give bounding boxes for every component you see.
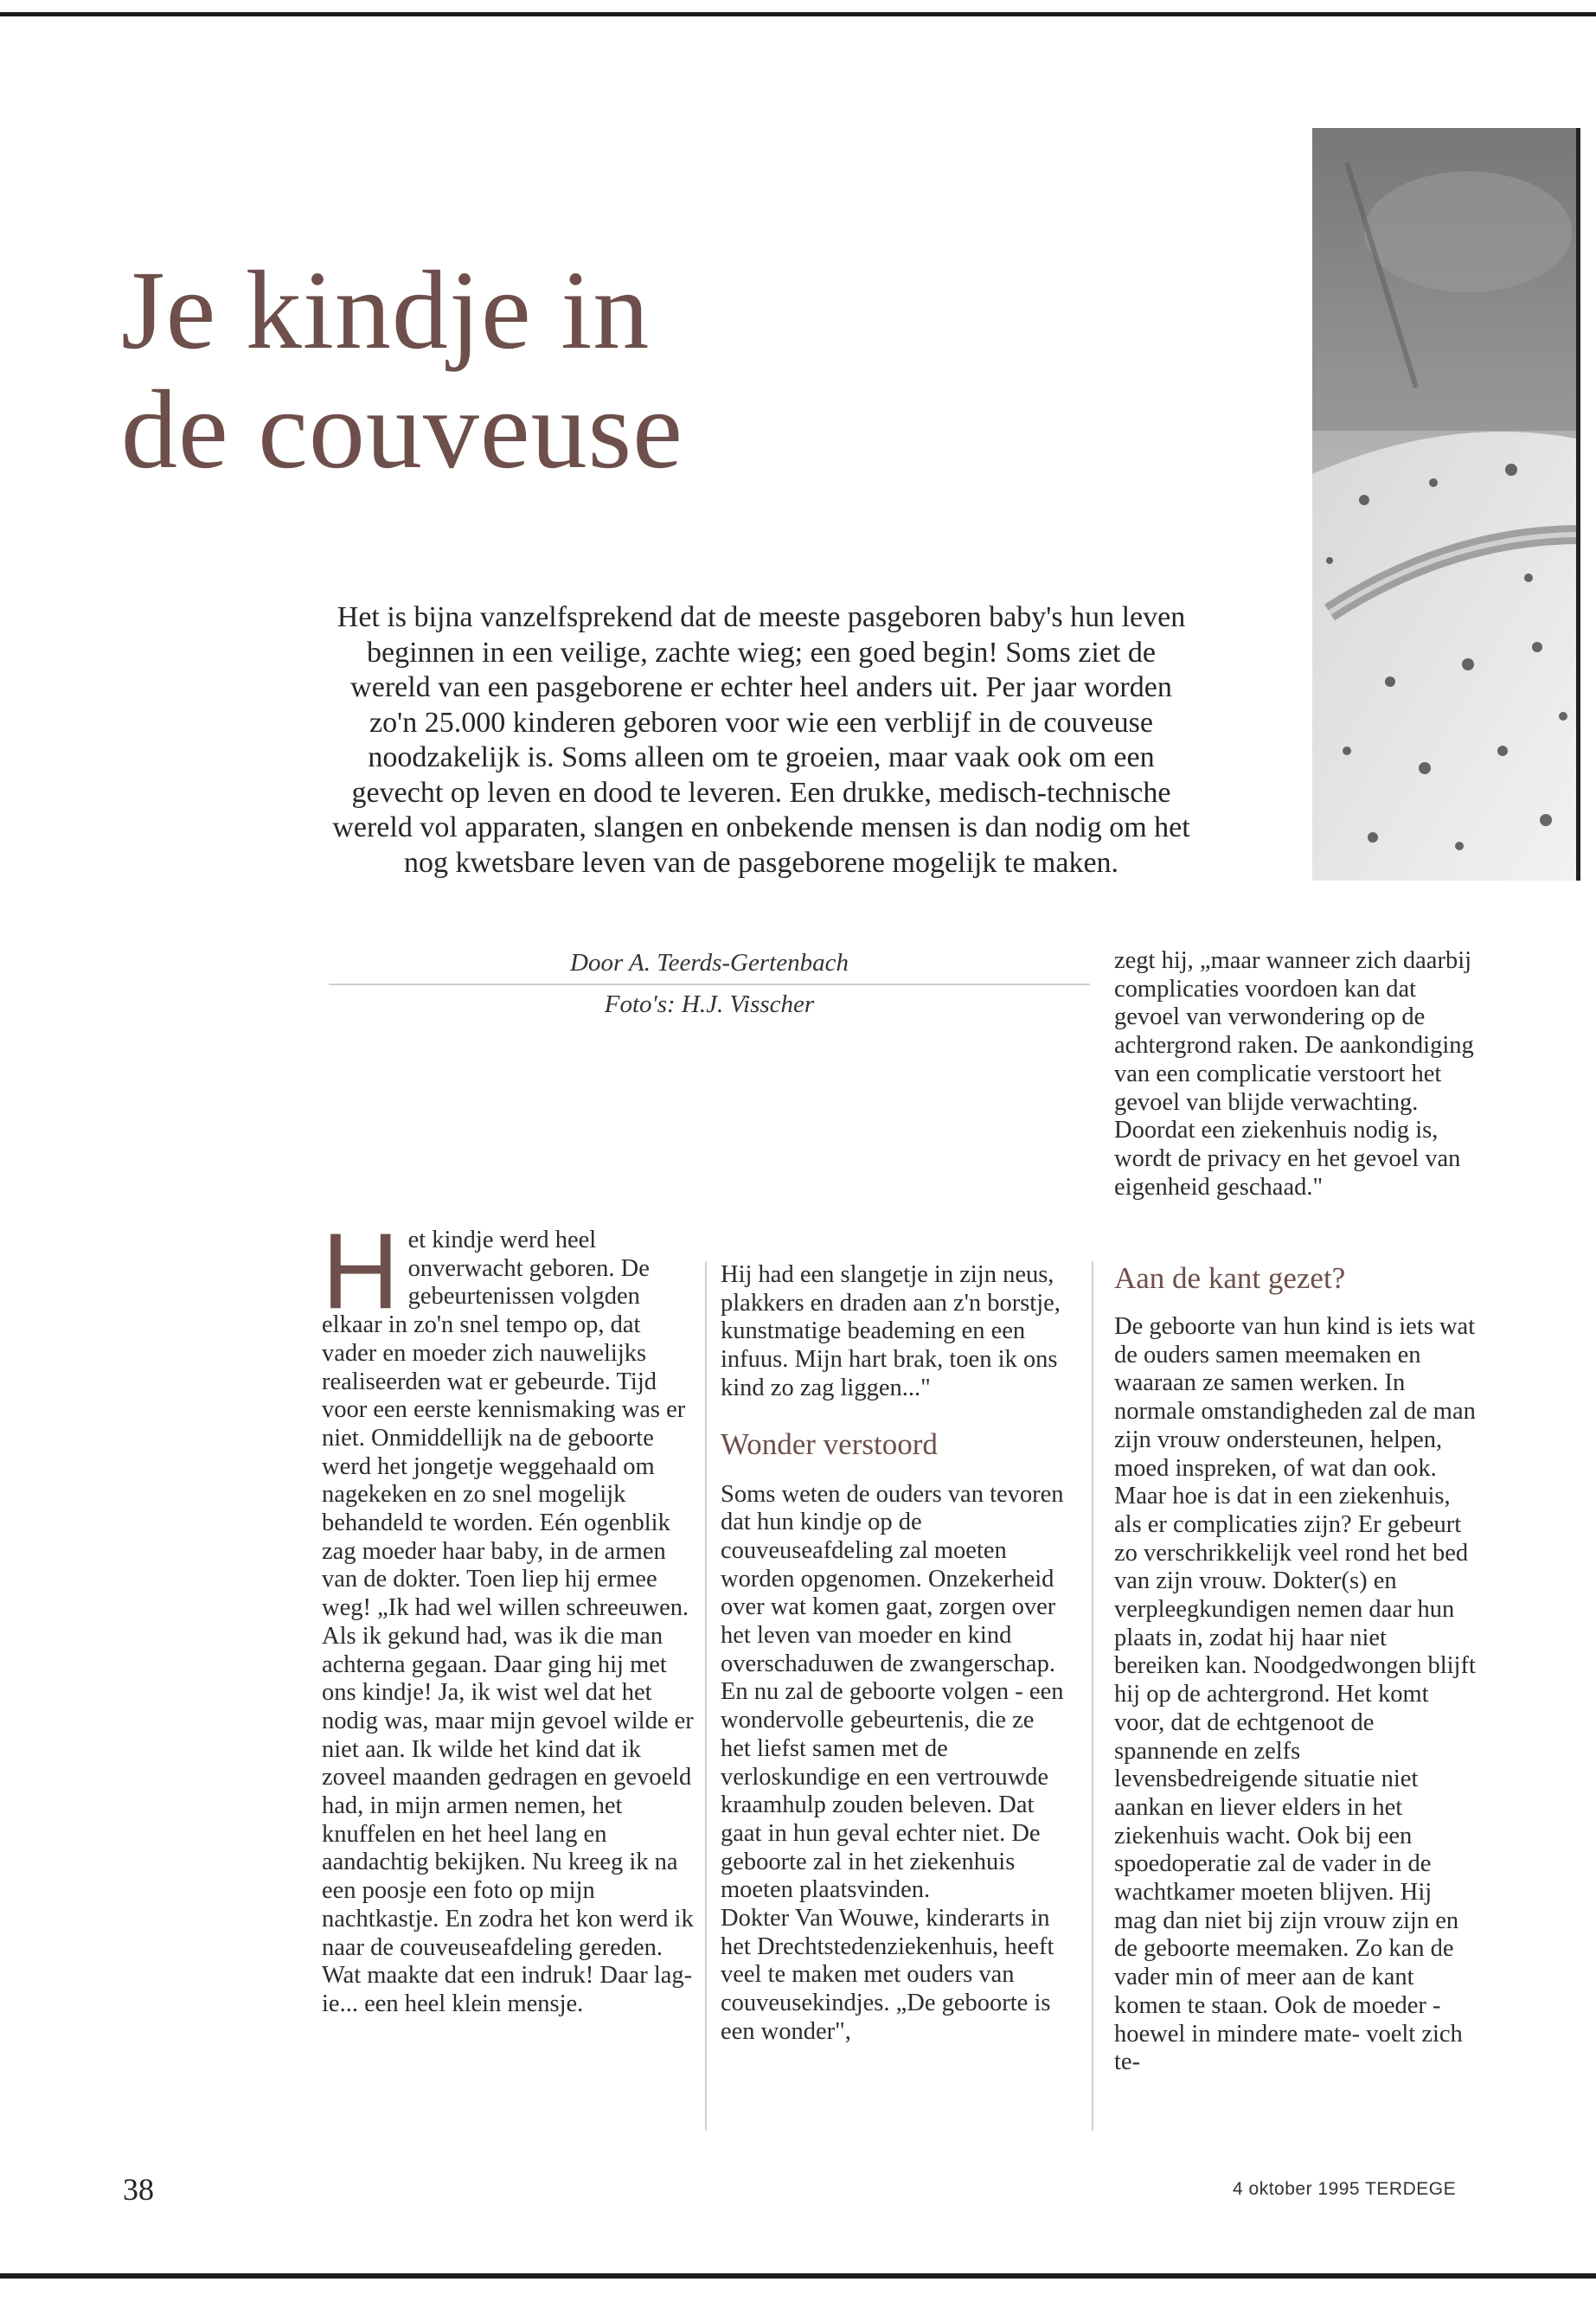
title-line-2: de couveuse <box>121 368 683 492</box>
page-title <box>121 248 683 492</box>
title-line-1: Je kindje in <box>121 248 651 373</box>
article-column-2 <box>721 1261 1067 2047</box>
column-2-paragraph-2: Soms weten de ouders van tevoren dat hun kindje op de couveuseafdeling zal moeten worden opgenomen. Onzekerheid over wat komen gaat, zorgen over het leven van moeder en kind overschaduwen de zwangerschap. <box>721 1480 1064 1677</box>
article-column-3 <box>1114 1261 1477 2077</box>
column-divider-2 <box>1092 1261 1093 2131</box>
author-credit: Door A. Teerds-Gertenbach <box>570 949 849 977</box>
column-2-paragraph-1: Hij had een slangetje in zijn neus, plakkers en draden aan z'n borstje, kunstmatige beademing en een infuus. Mijn hart brak, toen ik ons kind zo zag liggen..." <box>721 1261 1061 1401</box>
column-right-top <box>1114 947 1477 1202</box>
photo-credit: Foto's: H.J. Visscher <box>604 990 815 1018</box>
article-column-1 <box>322 1212 694 2019</box>
issue-footer: 4 oktober 1995 TERDEGE <box>1233 2179 1457 2199</box>
drop-cap: H <box>322 1212 400 1331</box>
credits <box>329 945 1090 1022</box>
quote-continuation: zegt hij, „maar wanneer zich daarbij complicaties voordoen kan dat gevoel van verwondering op de achtergrond raken. De aankondiging van een complicatie verstoort het gevoel van blijde verwachting. Doordat een ziekenhuis nodig is, wordt de privacy en het gevoel van eigenheid geschaad." <box>1114 947 1474 1201</box>
column-2-paragraph-3: En nu zal de geboorte volgen - een wondervolle gebeurtenis, die ze het liefst samen met de verloskundige en een vertrouwde kraamhulp zouden beleven. Dat gaat in hun geval echter niet. De geboorte zal in het ziekenhuis moeten plaatsvinden. <box>721 1678 1064 1904</box>
subheading-wonder-verstoord: Wonder verstoord <box>721 1426 938 1461</box>
column-2-paragraph-4: Dokter Van Wouwe, kinderarts in het Drechtstedenziekenhuis, heeft veel te maken met ouders van couveusekindjes. „De geboorte is een wonder", <box>721 1905 1054 2045</box>
column-divider-1 <box>705 1261 707 2131</box>
top-rule <box>0 12 1596 16</box>
column-3-text: De geboorte van hun kind is iets wat de ouders samen meemaken en waaraan ze samen werken. In normale omstandigheden zal de man zijn vrouw ondersteunen, helpen, moed inspreken, of wat dan ook. Maar hoe is dat in een ziekenhuis, als er complicaties zijn? Er gebeurt zo verschrikkelijk veel rond het bed van zijn vrouw. Dokter(s) en verpleegkundigen nemen daar hun plaats in, zodat hij haar niet bereiken kan. Noodgedwongen blijft hij op de achtergrond. Het komt voor, dat de echtgenoot de spannende en zelfs levensbedreigende situatie niet aankan en liever elders in het ziekenhuis wacht. Ook bij een spoedoperatie zal de vader in de wachtkamer moeten blijven. Hij mag dan niet bij zijn vrouw zijn en de geboorte meemaken. Zo kan de vader min of meer aan de kant komen te staan. Ook de moeder -hoewel in mindere mate- voelt zich te- <box>1114 1313 1476 2076</box>
credits-divider <box>329 984 1090 985</box>
incubator-photo <box>1312 128 1580 881</box>
column-1-text: et kindje werd heel onverwacht geboren. De gebeurtenissen volgden elkaar in zo'n snel tempo op, dat vader en moeder zich nauwelijks realiseerden wat er gebeurde. Tijd voor een eerste kennismaking was er niet. Onmiddellijk na de geboorte werd het jongetje weggehaald om nagekeken en zo snel mogelijk behandeld te worden. Eén ogenblik zag moeder haar baby, in de armen van de dokter. Toen liep hij ermee weg! „Ik had wel willen schreeuwen. Als ik gekund had, was ik die man achterna gegaan. Daar ging hij met ons kindje! Ja, ik wist wel dat het nodig was, maar mijn gevoel wilde er niet aan. Ik wilde het kind dat ik zoveel maanden gedragen en gevoeld had, in mijn armen nemen, het knuffelen en het heel lang en aandachtig bekijken. Nu kreeg ik na een poosje een foto op mijn nachtkastje. En zodra het kon werd ik naar de couveuseafdeling gereden. Wat maakte dat een indruk! Daar lag-ie... een heel klein mensje. <box>322 1227 694 2017</box>
page-number: 38 <box>123 2172 154 2207</box>
intro-paragraph: Het is bijna vanzelfsprekend dat de meeste pasgeboren baby's hun leven beginnen in een veilige, zachte wieg; een goed begin! Soms ziet de wereld van een pasgeborene er echter heel anders uit. Per jaar worden zo'n 25.000 kinderen geboren voor wie een verblijf in de couveuse noodzakelijk is. Soms alleen om te groeien, maar vaak ook om een gevecht op leven en dood te leveren. Een drukke, medisch-technische wereld vol apparaten, slangen en onbekende mensen is dan nodig om het nog kwetsbare leven van de pasgeborene mogelijk te maken. <box>332 601 1190 879</box>
bottom-rule <box>0 2273 1596 2279</box>
subheading-aan-de-kant-gezet: Aan de kant gezet? <box>1114 1261 1346 1295</box>
